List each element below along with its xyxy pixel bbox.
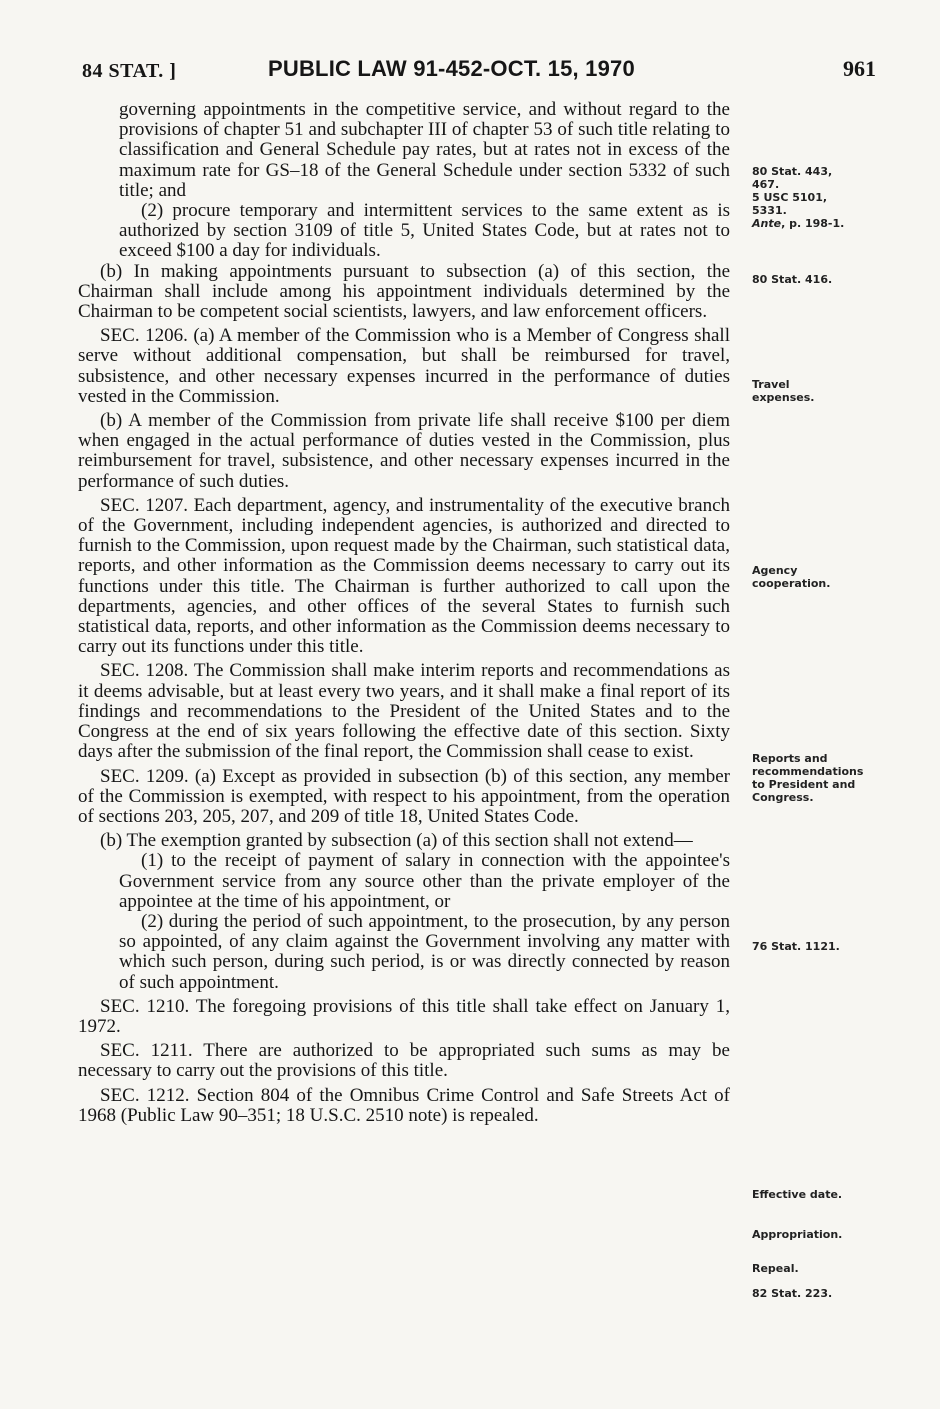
- margin-note-text: 80 Stat. 443, 467. 5 USC 5101, 5331.: [752, 165, 833, 217]
- margin-note-80-stat-416: 80 Stat. 416.: [752, 273, 833, 286]
- paragraph-sec-1211: SEC. 1211. There are authorized to be appropriated such sums as may be necessary to carry out the provisions of this title.: [78, 1040, 730, 1082]
- margin-note-82-stat-223: 82 Stat. 223.: [752, 1287, 833, 1300]
- paragraph-sec-1209b: (b) The exemption granted by subsection (a) of this section shall not extend—: [100, 830, 693, 852]
- margin-note-travel-expenses: Travel expenses.: [752, 378, 815, 404]
- paragraph-sec-1209b-1: (1) to the receipt of payment of salary in connection with the appointee's Government service from any source other than the private employer of the appointee at the time of his appointment, or: [119, 850, 730, 912]
- margin-note-repeal: Repeal.: [752, 1262, 799, 1275]
- paragraph-appointment-individuals: (b) In making appointments pursuant to subsection (a) of this section, the Chairman shall include among his appointment individuals determined by the Chairman to be competent social scientists, lawyers, and law enforcement officers.: [78, 260, 730, 323]
- margin-note-effective-date: Effective date.: [752, 1188, 843, 1201]
- paragraph-temporary-services: (2) procure temporary and intermittent services to the same extent as is authorized by section 3109 of title 5, United States Code, but at rates not to exceed $100 a day for individuals.: [119, 200, 730, 262]
- paragraph-sec-1212: SEC. 1212. Section 804 of the Omnibus Crime Control and Safe Streets Act of 1968 (Public Law 90–351; 18 U.S.C. 2510 note) is repealed.: [78, 1084, 730, 1126]
- margin-note-agency-cooperation: Agency cooperation.: [752, 564, 831, 590]
- statute-volume: 84 STAT. ]: [82, 60, 177, 82]
- paragraph-appointments-cont: governing appointments in the competitive service, and without regard to the provisions of chapter 51 and subchapter III of chapter 53 of such title relating to classification and General Schedule pay rates, but at rates not in excess of the maximum rate for GS–18 of the General Schedule under section 5332 of such title; and: [119, 99, 730, 201]
- paragraph-sec-1206b: (b) A member of the Commission from private life shall receive $100 per diem when engaged in the actual performance of duties vested in the Commission, plus reimbursement for travel, subsistence, and other necessary expenses incurred in the performance of such duties.: [78, 410, 730, 492]
- page-header: [0, 52, 940, 88]
- margin-note-76-stat-1121: 76 Stat. 1121.: [752, 940, 840, 953]
- margin-note-reports: Reports and recommendations to President and Congress.: [752, 752, 864, 804]
- page-number: 961: [843, 56, 876, 81]
- paragraph-sec-1206a: SEC. 1206. (a) A member of the Commission who is a Member of Congress shall serve without additional compensation, but shall be reimbursed for travel, subsistence, and other necessary expenses incurred in the performance of duties vested in the Commission.: [78, 325, 730, 407]
- margin-note-appropriation: Appropriation.: [752, 1228, 843, 1241]
- margin-note-ante-page: , p. 198-1.: [781, 217, 845, 230]
- margin-note-citation-5usc: [752, 152, 892, 230]
- body-text: [78, 100, 730, 1126]
- paragraph-sec-1207: SEC. 1207. Each department, agency, and instrumentality of the executive branch of the Government, including independent agencies, is authorized and directed to furnish to the Commission, upon request made by the Chairman, such statistical data, reports, and other information as the Commission deems necessary to carry out its functions under this title. The Chairman is further authorized to call upon the departments, agencies, and other offices of the several States to furnish such statistical data, reports, and other information as the Commission deems necessary to carry out its functions under this title.: [78, 494, 730, 658]
- paragraph-sec-1209b-2: (2) during the period of such appointment, to the prosecution, by any person so appointed, of any claim against the Government involving any matter with which such person, during such period, is or was directly connected by reason of such appointment.: [119, 910, 730, 993]
- paragraph-sec-1210: SEC. 1210. The foregoing provisions of this title shall take effect on January 1, 1972.: [78, 995, 730, 1037]
- paragraph-sec-1209a: SEC. 1209. (a) Except as provided in subsection (b) of this section, any member of the Commission is exempted, with respect to his appointment, from the operation of sections 203, 205, 207, and 209 of title 18, United States Code.: [78, 765, 730, 827]
- paragraph-sec-1208: SEC. 1208. The Commission shall make interim reports and recommendations as it deems advisable, but at least every two years, and it shall make a final report of its findings and recommendations to the President of the United States and to the Congress at the end of six years following the effective date of this section. Sixty days after the submission of the final report, the Commission shall cease to exist.: [78, 660, 730, 763]
- margin-note-ante: Ante: [752, 217, 782, 230]
- law-title: PUBLIC LAW 91-452-OCT. 15, 1970: [268, 56, 635, 81]
